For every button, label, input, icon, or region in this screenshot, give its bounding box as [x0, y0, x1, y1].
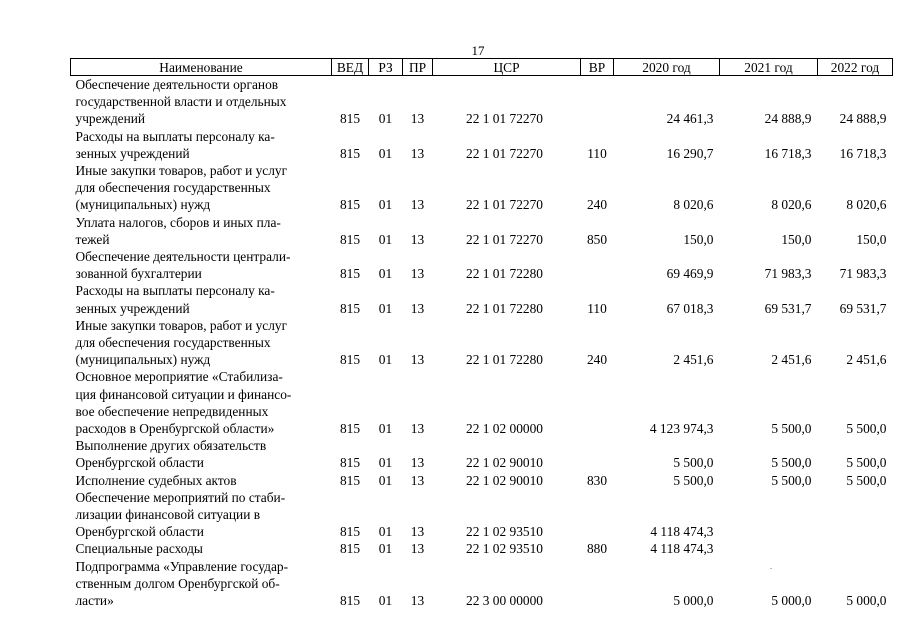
cell-vr [581, 368, 614, 437]
row-name-line: Иные закупки товаров, работ и услуг [75, 163, 288, 179]
cell-2020: 5 500,0 [673, 472, 714, 488]
cell-pr: 13 [410, 266, 425, 282]
cell-vr [581, 248, 614, 282]
cell-2020: 5 500,0 [673, 455, 714, 471]
cell-2022: 5 500,0 [846, 421, 887, 437]
row-name-line: для обеспечения государственных [75, 335, 271, 351]
cell-2020: 24 461,3 [666, 111, 714, 127]
cell-rz: 01 [378, 472, 393, 488]
cell-rz: 01 [378, 593, 393, 609]
row-name-line: государственной власти и отдельных [75, 94, 287, 110]
row-name-line: зенных учреждений [75, 145, 190, 161]
cell-rz: 01 [378, 541, 393, 557]
cell-2021: 71 983,3 [764, 266, 812, 282]
table-row [71, 214, 893, 248]
cell-pr: 13 [410, 593, 425, 609]
cell-csr: 22 1 01 72280 [466, 352, 543, 368]
cell-2021: 16 718,3 [764, 145, 812, 161]
cell-pr: 13 [410, 421, 425, 437]
header-vr: ВР [581, 59, 614, 76]
cell-2021: 8 020,6 [771, 197, 812, 213]
row-name [71, 214, 332, 248]
cell-ved: 815 [339, 421, 361, 437]
row-name-line: зованной бухгалтерии [75, 266, 202, 282]
row-name-line: Иные закупки товаров, работ и услуг [75, 317, 288, 333]
row-name [71, 76, 332, 128]
row-name [71, 317, 332, 369]
cell-ved: 815 [339, 231, 361, 247]
cell-ved: 815 [339, 266, 361, 282]
cell-2021: 5 500,0 [771, 472, 812, 488]
cell-vr: 880 [586, 541, 608, 557]
cell-csr: 22 3 00 00000 [466, 593, 543, 609]
cell-2020: 5 000,0 [673, 593, 714, 609]
cell-pr: 13 [410, 524, 425, 540]
cell-vr [581, 558, 614, 610]
cell-ved: 815 [339, 300, 361, 316]
cell-csr: 22 1 01 72280 [466, 266, 543, 282]
row-name-line: (муниципальных) нужд [75, 197, 211, 213]
table-row [71, 248, 893, 282]
cell-pr: 13 [410, 541, 425, 557]
row-name-line: для обеспечения государственных [75, 180, 271, 196]
row-name-line: Расходы на выплаты персоналу ка- [75, 128, 275, 144]
cell-2020: 4 118 474,3 [650, 524, 714, 540]
cell-rz: 01 [378, 145, 393, 161]
cell-2020: 67 018,3 [666, 300, 714, 316]
cell-vr: 830 [586, 472, 608, 488]
table-row [71, 128, 893, 162]
cell-rz: 01 [378, 455, 393, 471]
header-name: Наименование [71, 59, 332, 76]
row-name-line: Обеспечение мероприятий по стаби- [75, 489, 286, 505]
cell-vr: 240 [586, 197, 608, 213]
row-name-line: зенных учреждений [75, 300, 190, 316]
cell-pr: 13 [410, 197, 425, 213]
row-name-line: Подпрограмма «Управление государ- [75, 558, 289, 574]
cell-csr: 22 1 02 90010 [466, 455, 543, 471]
cell-2020: 69 469,9 [666, 266, 714, 282]
cell-rz: 01 [378, 231, 393, 247]
page-number: 17 [471, 43, 485, 58]
cell-pr: 13 [410, 145, 425, 161]
cell-2022: 5 500,0 [846, 472, 887, 488]
row-name [71, 368, 332, 437]
cell-rz: 01 [378, 111, 393, 127]
row-name-line: тежей [75, 231, 110, 247]
cell-vr [581, 76, 614, 128]
cell-csr: 22 1 01 72270 [466, 111, 543, 127]
cell-csr: 22 1 01 72270 [466, 145, 543, 161]
row-name-line: ственным долгом Оренбургской об- [75, 575, 280, 591]
row-name-line: Обеспечение деятельности органов [75, 77, 279, 92]
cell-ved: 815 [339, 352, 361, 368]
row-name-line: расходов в Оренбургской области» [75, 421, 275, 437]
row-name-line: Обеспечение деятельности централи- [75, 249, 291, 265]
table-row [71, 282, 893, 316]
table-row [71, 489, 893, 541]
cell-2020: 16 290,7 [666, 145, 714, 161]
cell-pr: 13 [410, 455, 425, 471]
row-name-line: ласти» [75, 593, 114, 609]
cell-2022 [818, 540, 893, 557]
row-name-line: Оренбургской области [75, 524, 204, 540]
cell-2022: 5 500,0 [846, 455, 887, 471]
cell-2021: 5 500,0 [771, 421, 812, 437]
row-name-line: Выполнение других обязательств [75, 438, 267, 454]
cell-pr: 13 [410, 300, 425, 316]
cell-2020: 4 118 474,3 [650, 541, 714, 557]
budget-table [70, 58, 893, 609]
cell-csr: 22 1 02 00000 [466, 421, 543, 437]
row-name-line: ция финансовой ситуации и финансо- [75, 386, 292, 402]
row-name [71, 540, 332, 557]
cell-pr: 13 [410, 231, 425, 247]
row-name [71, 472, 332, 489]
cell-2022: 8 020,6 [846, 197, 887, 213]
cell-rz: 01 [378, 300, 393, 316]
row-name-line: Уплата налогов, сборов и иных пла- [75, 214, 281, 230]
cell-2021 [720, 489, 818, 541]
header-2021: 2021 год [720, 59, 818, 76]
table-row [71, 317, 893, 369]
table-row [71, 437, 893, 471]
cell-csr: 22 1 02 93510 [466, 541, 543, 557]
header-csr: ЦСР [433, 59, 581, 76]
table-row [71, 76, 893, 128]
row-name-line: Специальные расходы [75, 541, 203, 557]
cell-2022 [818, 489, 893, 541]
table-row [71, 162, 893, 214]
cell-rz: 01 [378, 421, 393, 437]
cell-2022: 24 888,9 [839, 111, 887, 127]
cell-ved: 815 [339, 145, 361, 161]
header-2020: 2020 год [614, 59, 720, 76]
cell-pr: 13 [410, 472, 425, 488]
cell-2021: 150,0 [781, 231, 812, 247]
cell-2021: 5 500,0 [771, 455, 812, 471]
cell-csr: 22 1 02 93510 [466, 524, 543, 540]
row-name-line: (муниципальных) нужд [75, 352, 211, 368]
cell-2022: 71 983,3 [839, 266, 887, 282]
row-name [71, 282, 332, 316]
table-body [71, 76, 893, 610]
row-name-line: Основное мероприятие «Стабилиза- [75, 369, 283, 385]
row-name [71, 437, 332, 471]
cell-ved: 815 [339, 111, 361, 127]
cell-2021: 2 451,6 [771, 352, 812, 368]
row-name [71, 558, 332, 610]
header-ved: ВЕД [332, 59, 369, 76]
scan-speck [770, 568, 772, 569]
cell-rz: 01 [378, 524, 393, 540]
row-name [71, 128, 332, 162]
cell-ved: 815 [339, 524, 361, 540]
row-name [71, 248, 332, 282]
cell-vr: 850 [586, 231, 608, 247]
cell-2022: 5 000,0 [846, 593, 887, 609]
cell-ved: 815 [339, 541, 361, 557]
cell-rz: 01 [378, 352, 393, 368]
cell-2021: 69 531,7 [764, 300, 812, 316]
cell-2022: 69 531,7 [839, 300, 887, 316]
row-name [71, 162, 332, 214]
cell-rz: 01 [378, 197, 393, 213]
cell-2021: 5 000,0 [771, 593, 812, 609]
cell-pr: 13 [410, 352, 425, 368]
table-row [71, 558, 893, 610]
cell-vr: 240 [586, 352, 608, 368]
cell-ved: 815 [339, 197, 361, 213]
table-row [71, 368, 893, 437]
cell-vr [581, 489, 614, 541]
cell-csr: 22 1 02 90010 [466, 472, 543, 488]
header-pr: ПР [403, 59, 433, 76]
cell-csr: 22 1 01 72270 [466, 231, 543, 247]
cell-2021: 24 888,9 [764, 111, 812, 127]
cell-2020: 8 020,6 [673, 197, 714, 213]
cell-rz: 01 [378, 266, 393, 282]
cell-ved: 815 [339, 472, 361, 488]
cell-2021 [720, 540, 818, 557]
cell-pr: 13 [410, 111, 425, 127]
row-name-line: Оренбургской области [75, 455, 204, 471]
cell-vr: 110 [587, 300, 607, 316]
cell-2022: 150,0 [856, 231, 887, 247]
cell-2020: 150,0 [683, 231, 714, 247]
cell-2020: 4 123 974,3 [649, 421, 714, 437]
header-2022: 2022 год [818, 59, 893, 76]
row-name-line: лизации финансовой ситуации в [75, 507, 261, 523]
cell-2020: 2 451,6 [673, 352, 714, 368]
row-name [71, 489, 332, 541]
row-name-line: Расходы на выплаты персоналу ка- [75, 283, 275, 299]
table-row [71, 540, 893, 557]
row-name-line: Исполнение судебных актов [75, 472, 237, 488]
cell-vr [581, 437, 614, 471]
table-header [71, 59, 893, 76]
cell-2022: 2 451,6 [846, 352, 887, 368]
header-rz: РЗ [369, 59, 403, 76]
table-row [71, 472, 893, 489]
cell-csr: 22 1 01 72270 [466, 197, 543, 213]
row-name-line: вое обеспечение непредвиденных [75, 403, 269, 419]
cell-vr: 110 [587, 145, 607, 161]
cell-2022: 16 718,3 [839, 145, 887, 161]
cell-ved: 815 [339, 455, 361, 471]
cell-ved: 815 [339, 593, 361, 609]
row-name-line: учреждений [75, 111, 146, 127]
cell-csr: 22 1 01 72280 [466, 300, 543, 316]
